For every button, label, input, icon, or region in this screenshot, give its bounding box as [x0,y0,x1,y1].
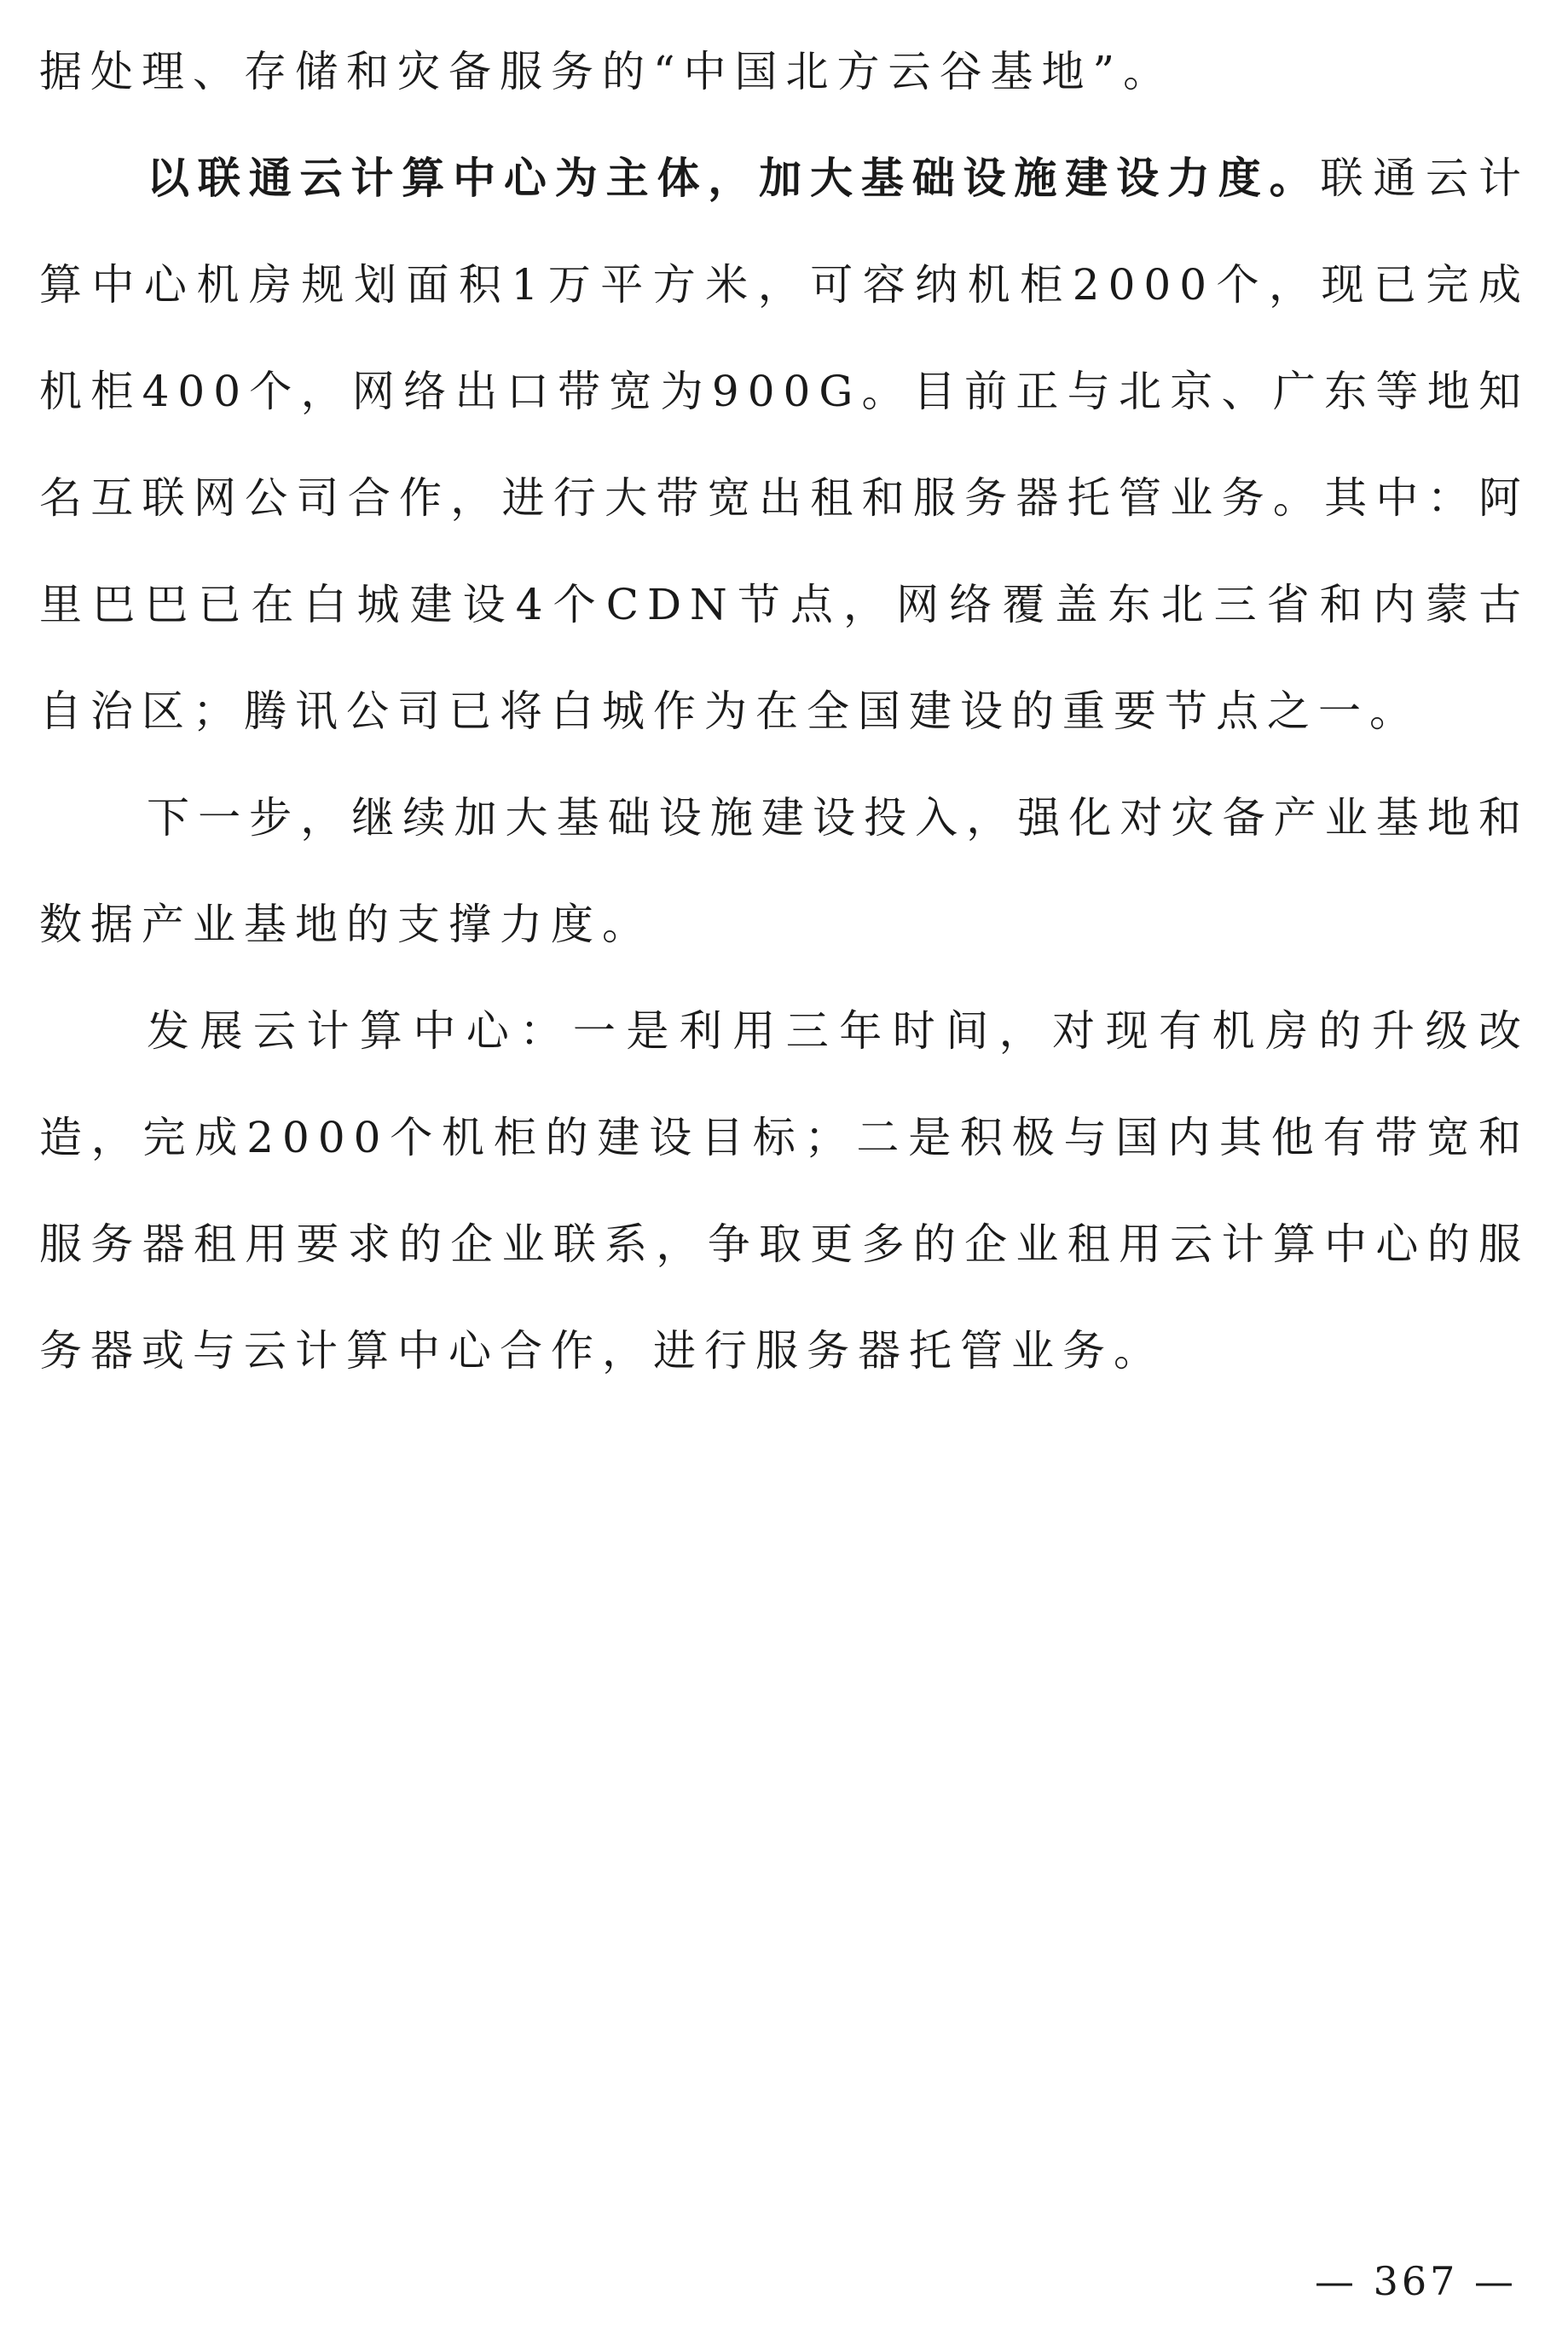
paragraph-text: 下一步，继续加大基础设施建设投入，强化对灾备产业基地和数据产业基地的支撑力度。 [39,793,1530,949]
paragraph-continuation [39,19,1530,125]
paragraph-unicom-cloud-center [39,125,1530,765]
paragraph-lead-bold: 以联通云计算中心为主体，加大基础设施建设力度。 [147,153,1321,203]
paragraph-text: 据处理、存储和灾备服务的“中国北方云谷基地”。 [39,47,1175,96]
paragraph-text: 发展云计算中心：一是利用三年时间，对现有机房的升级改造，完成2000个机柜的建设目标；二是积极与国内其他有带宽和服务器租用要求的企业联系，争取更多的企业租用云计算中心的服务器或与云计算中心合作，进行服务器托管业务。 [39,1006,1530,1376]
paragraph-develop-cloud-center [39,978,1530,1405]
page-number: — 367 — [1314,2258,1517,2304]
document-body [39,19,1530,1405]
paragraph-text: 联通云计算中心机房规划面积1万平方米，可容纳机柜2000个，现已完成机柜400个，网络出口带宽为900G。目前正与北京、广东等地知名互联网公司合作，进行大带宽出租和服务器托管业务。其中：阿里巴巴已在白城建设4个CDN节点，网络覆盖东北三省和内蒙古自治区；腾讯公司已将白城作为在全国建设的重要节点之一。 [39,153,1530,736]
paragraph-next-step [39,765,1530,978]
